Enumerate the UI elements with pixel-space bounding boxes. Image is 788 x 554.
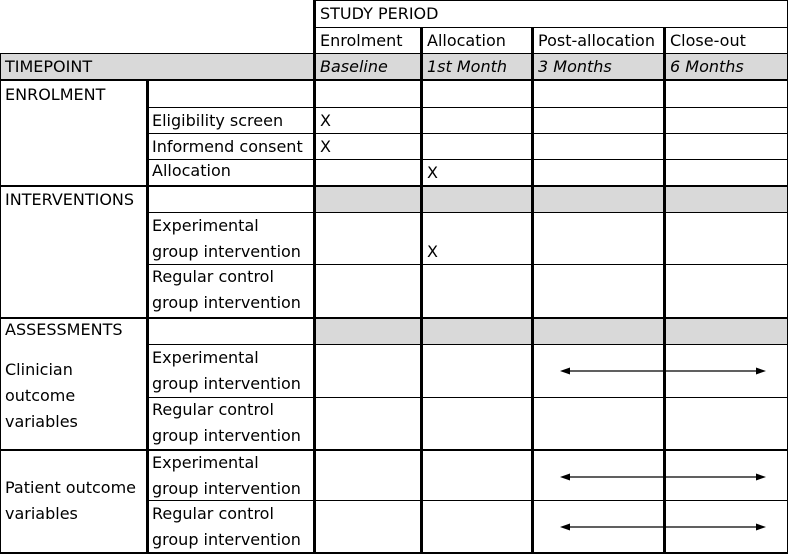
section-assessments-label: ASSESSMENTS <box>5 320 123 339</box>
column-allocation: Allocation <box>427 31 506 50</box>
mark-consent-enrolment: X <box>320 137 331 156</box>
row-experimental-intervention: Experimental group intervention <box>152 216 301 261</box>
span-arrow-patient-control <box>560 520 766 534</box>
row-patient-experimental: Experimental group intervention <box>152 453 301 498</box>
column-enrolment: Enrolment <box>320 31 403 50</box>
section-enrolment-label: ENROLMENT <box>5 85 106 104</box>
mark-experimental-allocation: X <box>427 242 438 261</box>
section-interventions-label: INTERVENTIONS <box>5 190 135 209</box>
timepoint-6-months: 6 Months <box>670 57 744 76</box>
row-clinician-experimental: Experimental group intervention <box>152 348 301 393</box>
span-arrow-patient-experimental <box>560 470 766 484</box>
group-patient-outcome: Patient outcome variables <box>5 478 137 523</box>
group-clinician-outcome: Clinician outcome variables <box>5 360 78 431</box>
row-control-intervention: Regular control group intervention <box>152 267 301 312</box>
timepoint-label: TIMEPOINT <box>5 57 93 76</box>
span-arrow-clinician-experimental <box>560 364 766 378</box>
timepoint-1st-month: 1st Month <box>427 57 508 76</box>
column-post-allocation: Post-allocation <box>538 31 655 50</box>
assessments-row-shading <box>316 318 788 344</box>
mark-eligibility-enrolment: X <box>320 111 331 130</box>
row-clinician-control: Regular control group intervention <box>152 400 301 445</box>
timepoint-baseline: Baseline <box>320 57 388 76</box>
row-allocation: Allocation <box>152 161 231 180</box>
row-eligibility-screen: Eligibility screen <box>152 111 284 130</box>
study-period-header: STUDY PERIOD <box>320 4 439 23</box>
timepoint-3-months: 3 Months <box>538 57 612 76</box>
row-informed-consent: Informend consent <box>152 137 303 156</box>
row-patient-control: Regular control group intervention <box>152 504 301 549</box>
column-close-out: Close-out <box>670 31 746 50</box>
interventions-row-shading <box>316 186 788 212</box>
mark-allocation-allocation: X <box>427 163 438 182</box>
